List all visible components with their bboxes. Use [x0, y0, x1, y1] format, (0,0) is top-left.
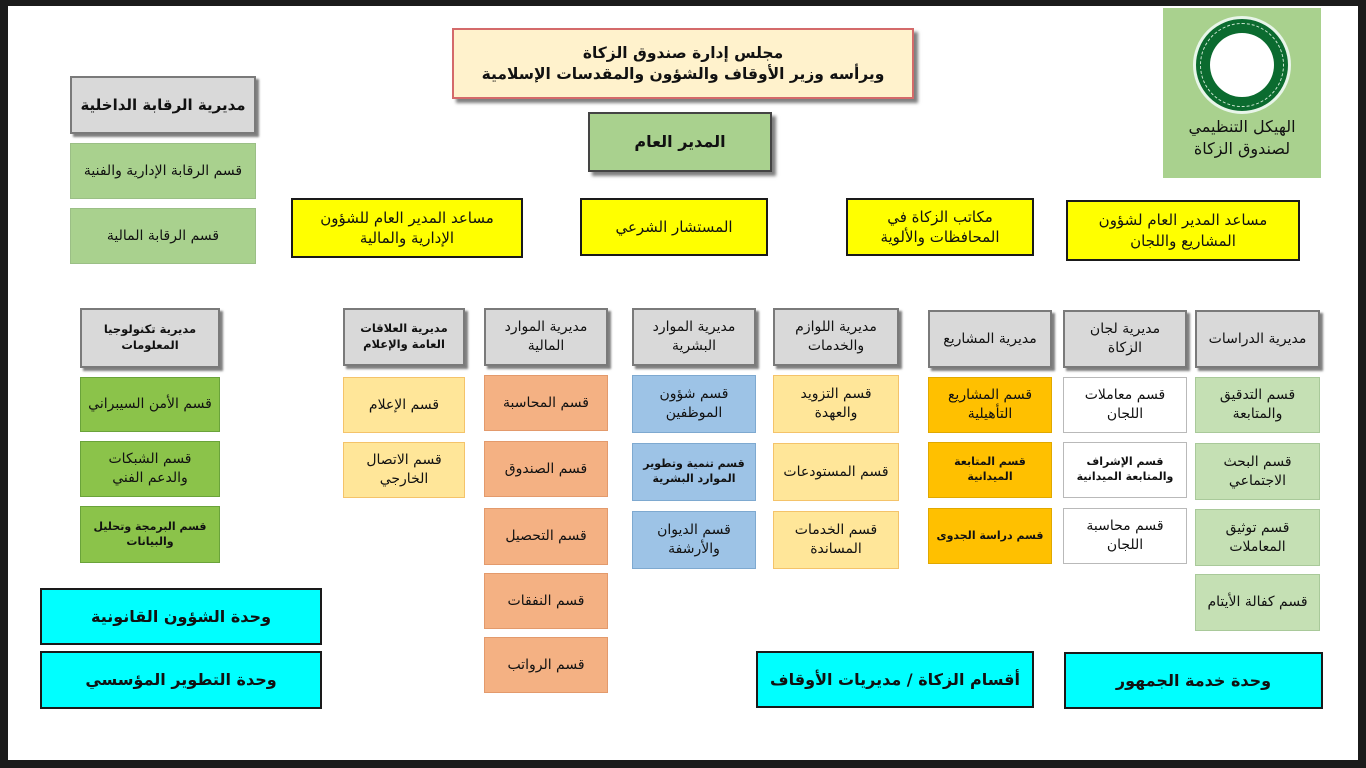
- finance-section: قسم المحاسبة: [484, 375, 608, 431]
- supplies-section: قسم الخدمات المساندة: [773, 511, 899, 569]
- projects-directorate: مديرية المشاريع: [928, 310, 1052, 368]
- it-directorate: مديرية تكنولوجيا المعلومات: [80, 308, 220, 368]
- sharia-advisor: المستشار الشرعي: [580, 198, 768, 256]
- projects-section: قسم المشاريع التأهيلية: [928, 377, 1052, 433]
- board-line1: مجلس إدارة صندوق الزكاة: [582, 43, 784, 62]
- assistant-projects-committees: مساعد المدير العام لشؤون المشاريع واللجان: [1066, 200, 1300, 261]
- finance-directorate: مديرية الموارد المالية: [484, 308, 608, 366]
- committees-section: قسم محاسبة اللجان: [1063, 508, 1187, 564]
- institutional-development-unit: وحدة التطوير المؤسسي: [40, 651, 322, 709]
- governorate-offices: مكاتب الزكاة في المحافظات والألوية: [846, 198, 1034, 256]
- it-section: قسم الشبكات والدعم الفني: [80, 441, 220, 497]
- studies-section: قسم التدقيق والمتابعة: [1195, 377, 1320, 433]
- finance-section: قسم الرواتب: [484, 637, 608, 693]
- hr-section: قسم تنمية وتطوير الموارد البشرية: [632, 443, 756, 501]
- legal-affairs-unit: وحدة الشؤون القانونية: [40, 588, 322, 645]
- chart-title-line2: لصندوق الزكاة: [1193, 138, 1291, 158]
- projects-section: قسم المتابعة الميدانية: [928, 442, 1052, 498]
- finance-section: قسم التحصيل: [484, 508, 608, 565]
- it-section: قسم الأمن السيبراني: [80, 377, 220, 432]
- committees-directorate: مديرية لجان الزكاة: [1063, 310, 1187, 368]
- zakat-sections-unit: أقسام الزكاة / مديريات الأوقاف: [756, 651, 1034, 708]
- zakat-fund-logo: [1193, 16, 1291, 114]
- supplies-section: قسم المستودعات: [773, 443, 899, 501]
- chart-title-line1: الهيكل التنظيمي: [1188, 117, 1296, 136]
- projects-section: قسم دراسة الجدوى: [928, 508, 1052, 564]
- supplies-section: قسم التزويد والعهدة: [773, 375, 899, 433]
- title-panel: [1163, 8, 1321, 178]
- pr-directorate: مديرية العلاقات العامة والإعلام: [343, 308, 465, 366]
- hr-directorate: مديرية الموارد البشرية: [632, 308, 756, 366]
- studies-section: قسم البحث الاجتماعي: [1195, 443, 1320, 500]
- assistant-admin-finance: مساعد المدير العام للشؤون الإدارية والمالية: [291, 198, 523, 258]
- hr-section: قسم الديوان والأرشفة: [632, 511, 756, 569]
- internal-audit-directorate: مديرية الرقابة الداخلية: [70, 76, 256, 134]
- pr-section: قسم الاتصال الخارجي: [343, 442, 465, 498]
- studies-directorate: مديرية الدراسات: [1195, 310, 1320, 368]
- studies-section: قسم توثيق المعاملات: [1195, 509, 1320, 566]
- pr-section: قسم الإعلام: [343, 377, 465, 433]
- finance-section: قسم النفقات: [484, 573, 608, 629]
- it-section: قسم البرمجة وتحليل والبيانات: [80, 506, 220, 563]
- board-of-directors: [452, 28, 914, 99]
- committees-section: قسم الإشراف والمتابعة الميدانية: [1063, 442, 1187, 498]
- general-manager: المدير العام: [588, 112, 772, 172]
- hr-section: قسم شؤون الموظفين: [632, 375, 756, 433]
- finance-section: قسم الصندوق: [484, 441, 608, 497]
- studies-section: قسم كفالة الأيتام: [1195, 574, 1320, 631]
- internal-audit-section: قسم الرقابة الإدارية والفنية: [70, 143, 256, 199]
- public-service-unit: وحدة خدمة الجمهور: [1064, 652, 1323, 709]
- chart-title: [1163, 116, 1321, 159]
- logo-center: [1210, 33, 1274, 97]
- committees-section: قسم معاملات اللجان: [1063, 377, 1187, 433]
- board-line2: ويرأسه وزير الأوقاف والشؤون والمقدسات الإسلامية: [481, 64, 885, 83]
- internal-audit-section: قسم الرقابة المالية: [70, 208, 256, 264]
- supplies-directorate: مديرية اللوازم والخدمات: [773, 308, 899, 366]
